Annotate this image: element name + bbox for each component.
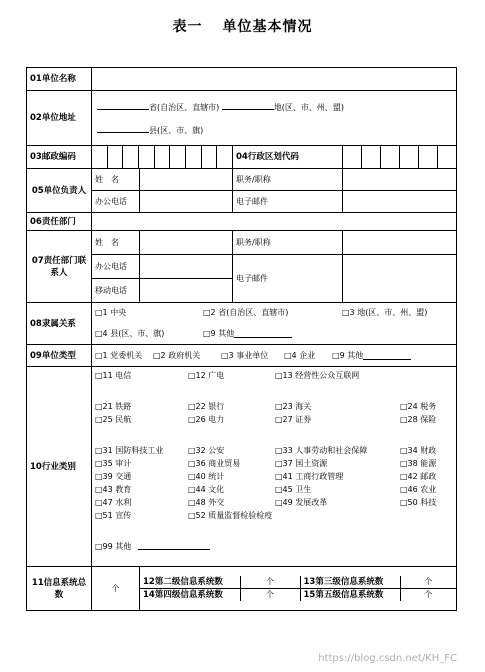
industry-option[interactable]: □28 保险 [400,415,437,424]
industry-option[interactable]: □38 能源 [400,459,437,468]
industry-label: 10行业类别 [27,367,92,567]
row-system-count [27,567,457,611]
responsible-name-label: 姓 名 [92,169,140,191]
industry-option[interactable]: □35 审计 [95,459,132,468]
address-city-text: 地(区、市、州、盟) [273,102,345,112]
industry-option[interactable]: □49 发展改革 [275,498,328,507]
unit-type-options [92,345,457,367]
row-responsible-2 [27,191,457,213]
postal-code-label: 03邮政编码 [27,146,92,169]
title-main: 单位基本情况 [222,19,313,35]
contact-name-field[interactable] [140,231,233,255]
industry-row [95,382,453,400]
industry-option[interactable]: □41 工商行政管理 [275,472,344,481]
industry-row [95,540,453,553]
row-contact-2 [27,255,457,279]
industry-row [95,522,453,540]
admin-code-boxes[interactable] [343,146,457,169]
row-responsible-1 [27,169,457,191]
industry-option [275,382,400,400]
industry-option [275,522,400,540]
responsible-email-label: 电子邮件 [233,191,343,213]
level5-field[interactable] [400,589,456,602]
row-industry [27,367,457,567]
industry-option [297,540,422,553]
level3-unit: 个 [424,577,433,586]
industry-option [95,426,188,444]
industry-row [95,470,453,483]
affiliation-option-county[interactable]: □4 县(区、市、旗) [95,329,165,338]
industry-option[interactable]: □44 文化 [188,485,225,494]
row-department [27,213,457,231]
contact-email-field[interactable] [343,255,457,303]
industry-option[interactable]: □26 电力 [188,415,225,424]
level4-unit: 个 [266,590,274,599]
industry-option[interactable]: □36 商业贸易 [188,459,241,468]
department-label: 06责任部门 [27,213,92,231]
affiliation-option-province[interactable]: □2 省(自治区、直辖市) [203,308,289,317]
industry-option[interactable]: □47 水利 [95,498,132,507]
industry-option [188,426,275,444]
industry-row [95,496,453,509]
other-underline [138,540,210,550]
industry-option[interactable]: □11 电信 [95,371,132,380]
industry-row [95,509,453,522]
system-total-unit: 个 [111,583,120,593]
industry-option[interactable]: □33 人事劳动和社会保障 [275,446,368,455]
level3-field[interactable] [400,576,456,589]
industry-option[interactable]: □46 农业 [400,485,437,494]
industry-row [95,413,453,426]
row-contact-1 [27,231,457,255]
contact-mobile-field[interactable] [140,279,233,303]
department-field[interactable] [92,213,457,231]
affiliation-label: 08隶属关系 [27,303,92,345]
industry-row [95,457,453,470]
unit-info-table [26,67,457,611]
industry-option[interactable]: □99 其他 [95,542,132,551]
industry-option[interactable]: □37 国土资源 [275,459,328,468]
responsible-name-field[interactable] [140,169,233,191]
unit-type-other[interactable]: □9 其他 [332,350,364,360]
unit-address-label: 02单位地址 [27,91,92,146]
industry-option[interactable]: □52 质量监督检验检疫 [188,511,273,520]
unit-type-party[interactable]: □1 党委机关 [95,350,143,360]
industry-row [95,444,453,457]
industry-option[interactable]: □51 宣传 [95,511,132,520]
industry-row [95,400,453,413]
contact-phone-field[interactable] [140,255,233,279]
industry-option [400,426,453,444]
industry-option [422,540,453,553]
row-postal-code [27,146,457,169]
contact-title-label: 职务/职称 [233,231,343,255]
level2-label: 12第二级信息系统数 [140,576,240,589]
unit-type-government[interactable]: □2 政府机关 [153,350,201,360]
industry-options [92,367,457,567]
industry-option[interactable]: □43 教育 [95,485,132,494]
industry-option[interactable]: □32 公安 [188,446,225,455]
row-affiliation [27,303,457,345]
affiliation-option-other[interactable]: □9 其他 [203,329,235,338]
industry-option[interactable]: □25 民航 [95,415,132,424]
affiliation-option-central[interactable]: □1 中央 [95,308,127,317]
industry-option[interactable]: □48 外交 [188,498,225,507]
unit-address-field[interactable] [92,91,457,146]
row-unit-name [27,68,457,91]
industry-option [95,382,188,400]
responsible-phone-label: 办公电话 [92,191,140,213]
contact-label: 07责任部门联系人 [27,231,92,303]
industry-option [275,426,400,444]
industry-option [188,522,275,540]
contact-mobile-label: 移动电话 [92,279,140,303]
industry-option[interactable]: □40 统计 [188,472,225,481]
industry-option [95,522,188,540]
industry-option[interactable]: □39 交通 [95,472,132,481]
industry-option [188,382,275,400]
industry-option[interactable]: □31 国防科技工业 [95,446,164,455]
unit-name-label: 01单位名称 [27,68,92,91]
industry-option[interactable]: □12 广电 [188,371,225,380]
level2-field[interactable] [240,576,300,589]
postal-code-boxes[interactable] [92,146,233,169]
system-level-cells [140,567,457,611]
row-unit-address [27,91,457,146]
responsible-label: 05单位负责人 [27,169,92,213]
industry-option [400,522,453,540]
system-count-label: 11信息系统总数 [27,567,92,611]
industry-option [275,509,400,522]
contact-title-field[interactable] [343,231,457,255]
industry-option[interactable]: □42 邮政 [400,472,437,481]
industry-option[interactable]: □34 财政 [400,446,437,455]
industry-option[interactable]: □23 海关 [275,402,312,411]
industry-option[interactable]: □24 税务 [400,402,437,411]
address-county-text: 县(区、市、旗) [149,125,204,135]
unit-type-institution[interactable]: □3 事业单位 [221,350,269,360]
industry-row [95,426,453,444]
level4-field[interactable] [240,589,300,602]
affiliation-options [92,303,457,345]
unit-type-enterprise[interactable]: □4 企业 [284,350,316,360]
industry-row [95,483,453,496]
industry-option[interactable]: □22 银行 [188,402,225,411]
page-title [0,16,485,36]
level5-label: 15第五级信息系统数 [300,589,400,602]
contact-email-label: 电子邮件 [233,255,343,303]
industry-option [400,369,453,382]
responsible-title-field[interactable] [343,169,457,191]
industry-option[interactable]: □13 经营性公众互联网 [275,371,360,380]
level5-unit: 个 [424,590,433,599]
row-unit-type [27,345,457,367]
unit-name-field[interactable] [92,68,457,91]
industry-option [400,382,453,400]
system-total-field[interactable] [92,567,140,611]
industry-option [210,540,297,553]
level3-label: 13第三级信息系统数 [300,576,400,589]
unit-type-label: 09单位类型 [27,345,92,367]
title-prefix: 表一 [172,19,203,35]
industry-option [400,509,453,522]
affiliation-option-prefecture[interactable]: □3 地(区、市、州、盟) [342,308,428,317]
industry-option[interactable]: □21 铁路 [95,402,132,411]
industry-option[interactable]: □50 科技 [400,498,437,507]
watermark: https://blog.csdn.net/KH_FC [318,653,457,664]
contact-name-label: 姓 名 [92,231,140,255]
admin-code-label: 04行政区划代码 [233,146,343,169]
contact-phone-label: 办公电话 [92,255,140,279]
responsible-email-field[interactable] [343,191,457,213]
industry-option[interactable]: □45 卫生 [275,485,312,494]
industry-option[interactable]: □27 证券 [275,415,312,424]
level2-unit: 个 [266,577,274,586]
industry-row [95,369,453,382]
responsible-phone-field[interactable] [140,191,233,213]
level4-label: 14第四级信息系统数 [140,589,240,602]
address-province-text: 省(自治区、直辖市) [149,102,220,112]
responsible-title-label: 职务/职称 [233,169,343,191]
